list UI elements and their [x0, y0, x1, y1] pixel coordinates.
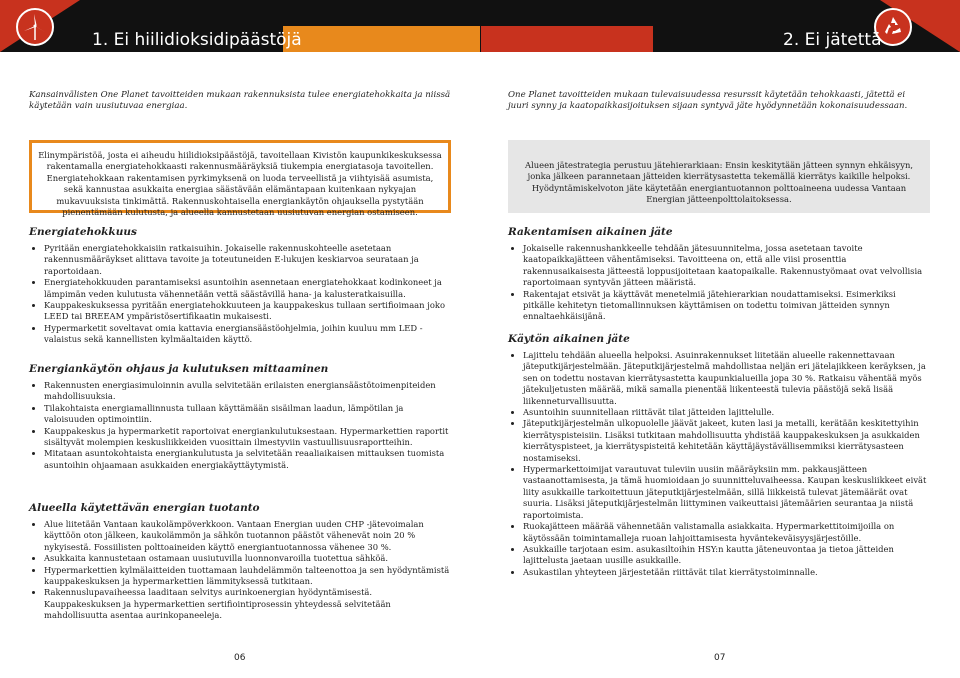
list-item: • Asuntoihin suunnitellaan riittävät tilat jätteiden lajittelulle. [523, 407, 930, 418]
header-red-strip [481, 26, 653, 52]
list-item: • Asukkaille tarjotaan esim. asukasiltoihin HSY:n kautta jäteneuvontaa ja tietoa jätteiden lajittelusta jaetaan uusille asukkaille. [523, 544, 930, 567]
right-summary-box [508, 140, 930, 213]
left-section-energian-tuotanto [29, 502, 451, 622]
list-item: • Hypermarkettien kylmälaitteiden tuottamaan lauhdelämmön talteenottoa ja sen hyödyntämistä kauppakeskuksen ja hypermarkettien lämmityksessä tutkitaan. [44, 565, 451, 588]
list-item: • Ruokajätteen määrää vähennetään valistamalla asiakkaita. Hypermarkettitoimijoilla on käytössään toimintamalleja ruoan lahjoittamisesta hyväntekeväisyysjärjestöille. [523, 521, 930, 544]
right-intro: One Planet tavoitteiden mukaan tulevaisuudessa resurssit käytetään tehokkaasti, jätettä ei juuri synny ja kaatopaikkasijoituksen sijaan syntyvä jäte hyödynnetään kokonaisuudessaan. [508, 90, 908, 111]
bullet-list [29, 243, 451, 346]
right-page-title: 2. Ei jätettä [783, 30, 882, 50]
bullet-list [508, 350, 930, 578]
right-summary-text: Alueen jätestrategia perustuu jätehierarkiaan: Ensin keskitytään jätteen synnyn ehkäisyyn, jonka jälkeen parannetaan jätteiden kierrätysastetta tekemällä kierrätys kaikille helpoksi. Hyödyntämiskelvoton jäte käytetään energiantuotannon polttoaineena uudessa Vantaan Energian jätteenpolttolaitoksessa. [525, 160, 913, 205]
left-section-energiankaytto [29, 363, 451, 471]
left-intro: Kansainvälisten One Planet tavoitteiden mukaan rakennuksista tulee energiatehokkaita ja niissä käytetään vain uusiutuvaa energiaa. [29, 90, 451, 111]
list-item: • Rakennuslupavaiheessa laaditaan selvitys aurinkoenergian hyödyntämisestä. Kauppakeskuksen ja hypermarkettien sertifiointiprosessin yhteydessä selvitetään mahdollisuutta asentaa aurinkopaneeleja. [44, 587, 451, 621]
list-item: • Jäteputkijärjestelmän ulkopuolelle jäävät jakeet, kuten lasi ja metalli, kerätään keskitettyihin kierrätyspisteisiin. Lisäksi tutkitaan mahdollisuutta yhdistää kauppakeskuksen ja asukkaiden kierrätyspisteet, ja kierrätyspisteitä kehitetään käyttäjäystävällisemmiksi kierrätysasteen nostamiseksi. [523, 418, 930, 464]
list-item: • Asukastilan yhteyteen järjestetään riittävät tilat kierrätystoiminnalle. [523, 567, 930, 578]
left-summary-text: Elinympäristöä, josta ei aiheudu hiilidioksipäästöjä, tavoitellaan Kivistön kaupunkikeskuksessa rakentamalla energiatehokkaasti rakennusmääräyksiä tiukempia energiatasoja tavoitellen. Energiatehokkaan rakentamisen pyrkimyksenä on luoda terveellistä ja viihtyisää asumista, sekä kannustaa asukkaita energiaa säästävään elämäntapaan kuitenkaan nykyajan mukavuuksista tinkimättä. Rakennuskohtaisella energiankäytön ohjauksella pystytään pienentämään kulutusta, ja alueella kannustetaan uusiutuvan energian ostamiseen. [38, 150, 442, 218]
bullet-list [29, 380, 451, 471]
left-page-number: 06 [234, 653, 246, 663]
section-heading: Energiankäytön ohjaus ja kulutuksen mittaaminen [29, 363, 329, 375]
list-item: • Jokaiselle rakennushankkeelle tehdään jätesuunnitelma, jossa asetetaan tavoite kaatopaikkajätteen vähentämiseksi. Tavoitteena on, että alle viisi prosenttia rakennusaikaisesta jätteestä loppusijoitetaan kaatopaikalle. Rakennustyömaat ovat velvollisia raportoimaan syntyvän jätteen määristä. [523, 243, 930, 289]
bullet-list [29, 519, 451, 622]
list-item: • Rakennusten energiasimuloinnin avulla selvitetään erilaisten energiansäästötoimenpiteiden mahdollisuuksia. [44, 380, 451, 403]
list-item: • Kauppakeskus ja hypermarketit raportoivat energiankulutuksestaan. Hypermarkettien raportit sisältyvät molempien keskusliikkeiden vuosittain ilmestyviin vastuullisuusraportteihin. [44, 426, 451, 449]
left-section-energiatehokkuus [29, 226, 451, 346]
left-page-title: 1. Ei hiilidioksidipäästöjä [92, 30, 302, 50]
list-item: • Pyritään energiatehokkaisiin ratkaisuihin. Jokaiselle rakennuskohteelle asetetaan rakennusmääräykset alittava tavoite ja toteutuneiden E-lukujen keskiarvoa seurataan ja raportoidaan. [44, 243, 451, 277]
header-orange-strip [283, 26, 480, 52]
left-summary-box [29, 140, 451, 218]
section-heading: Alueella käytettävän energian tuotanto [29, 502, 260, 514]
section-heading: Energiatehokkuus [29, 226, 137, 238]
right-page-number: 07 [714, 653, 726, 663]
right-section-rakentamisen-jate [508, 226, 930, 323]
right-section-kayton-jate [508, 333, 930, 578]
list-item: • Kauppakeskuksessa pyritään energiatehokkuuteen ja kauppakeskus tullaan sertifioimaan joko LEED tai BREEAM ympäristösertifikaatin mukaisesti. [44, 300, 451, 323]
list-item: • Asukkaita kannustetaan ostamaan uusiutuvilla luonnonvaroilla tuotettua sähköä. [44, 553, 451, 564]
bullet-list [508, 243, 930, 323]
list-item: • Lajittelu tehdään alueella helpoksi. Asuinrakennukset liitetään alueelle rakennettavaan jäteputkijärjestelmään. Jäteputkijärjestelmä mahdollistaa neljän eri jätelajikkeen keräyksen, ja sen on todettu nostavan kierrätysastetta kaupunkialueilla jopa 30 %. Ratkaisu vähentää myös jätekuljetusten määrää, mikä samalla pienentää liikenteestä tulevia päästöjä sekä lisää liikenneturvallisuutta. [523, 350, 930, 407]
list-item: • Energiatehokkuuden parantamiseksi asuntoihin asennetaan energiatehokkaat kodinkoneet ja lämpimän veden kulutusta vähennetään vettä säästävillä hana- ja kalusteratkaisuilla. [44, 277, 451, 300]
section-heading: Käytön aikainen jäte [508, 333, 630, 345]
list-item: • Hypermarketit soveltavat omia kattavia energiansäästöohjelmia, joihin kuuluu mm LED -valaistus sekä kannellisten kylmäaltaiden käyttö. [44, 323, 451, 346]
list-item: • Hypermarkettoimijat varautuvat tuleviin uusiin määräyksiin mm. pakkausjätteen vastaanottamisesta, ja tämä huomioidaan jo suunnitteluvaiheessa. Kaupan keskusliikkeet eivät liity asukkaille tarkoitettuun jäteputkijärjestelmään, sillä liikkeistä tulevat jätemäärät ovat suuria. Lisäksi jäteputkijärjestelmän liittyminen vaikeuttaisi jätemäärien seurantaa ja niistä raportoimista. [523, 464, 930, 521]
list-item: • Tilakohtaista energiamallinnusta tullaan käyttämään sisäilman laadun, lämpötilan ja valoisuuden optimointiin. [44, 403, 451, 426]
section-heading: Rakentamisen aikainen jäte [508, 226, 673, 238]
list-item: • Alue liitetään Vantaan kaukolämpöverkkoon. Vantaan Energian uuden CHP -jätevoimalan käyttöön oton jälkeen, kaukolämmön ja sähkön tuotannon päästöt vähenevät noin 20 % nykyisestä. Fossiilisten polttoaineiden käyttö energiantuotannossa vähenee 30 %. [44, 519, 451, 553]
wind-turbine-icon [16, 8, 54, 46]
list-item: • Rakentajat etsivät ja käyttävät menetelmiä jätehierarkian noudattamiseksi. Esimerkiksi pitkälle kehitetyn tietomallinnuksen käyttämisen on todettu toimivan jätteiden synnyn ennaltaehkäisijänä. [523, 289, 930, 323]
list-item: • Mitataan asuntokohtaista energiankulutusta ja selvitetään reaaliaikaisen mittauksen tuomista asuntoihin ohjaamaan asukkaiden energiakäyttäytymistä. [44, 448, 451, 471]
